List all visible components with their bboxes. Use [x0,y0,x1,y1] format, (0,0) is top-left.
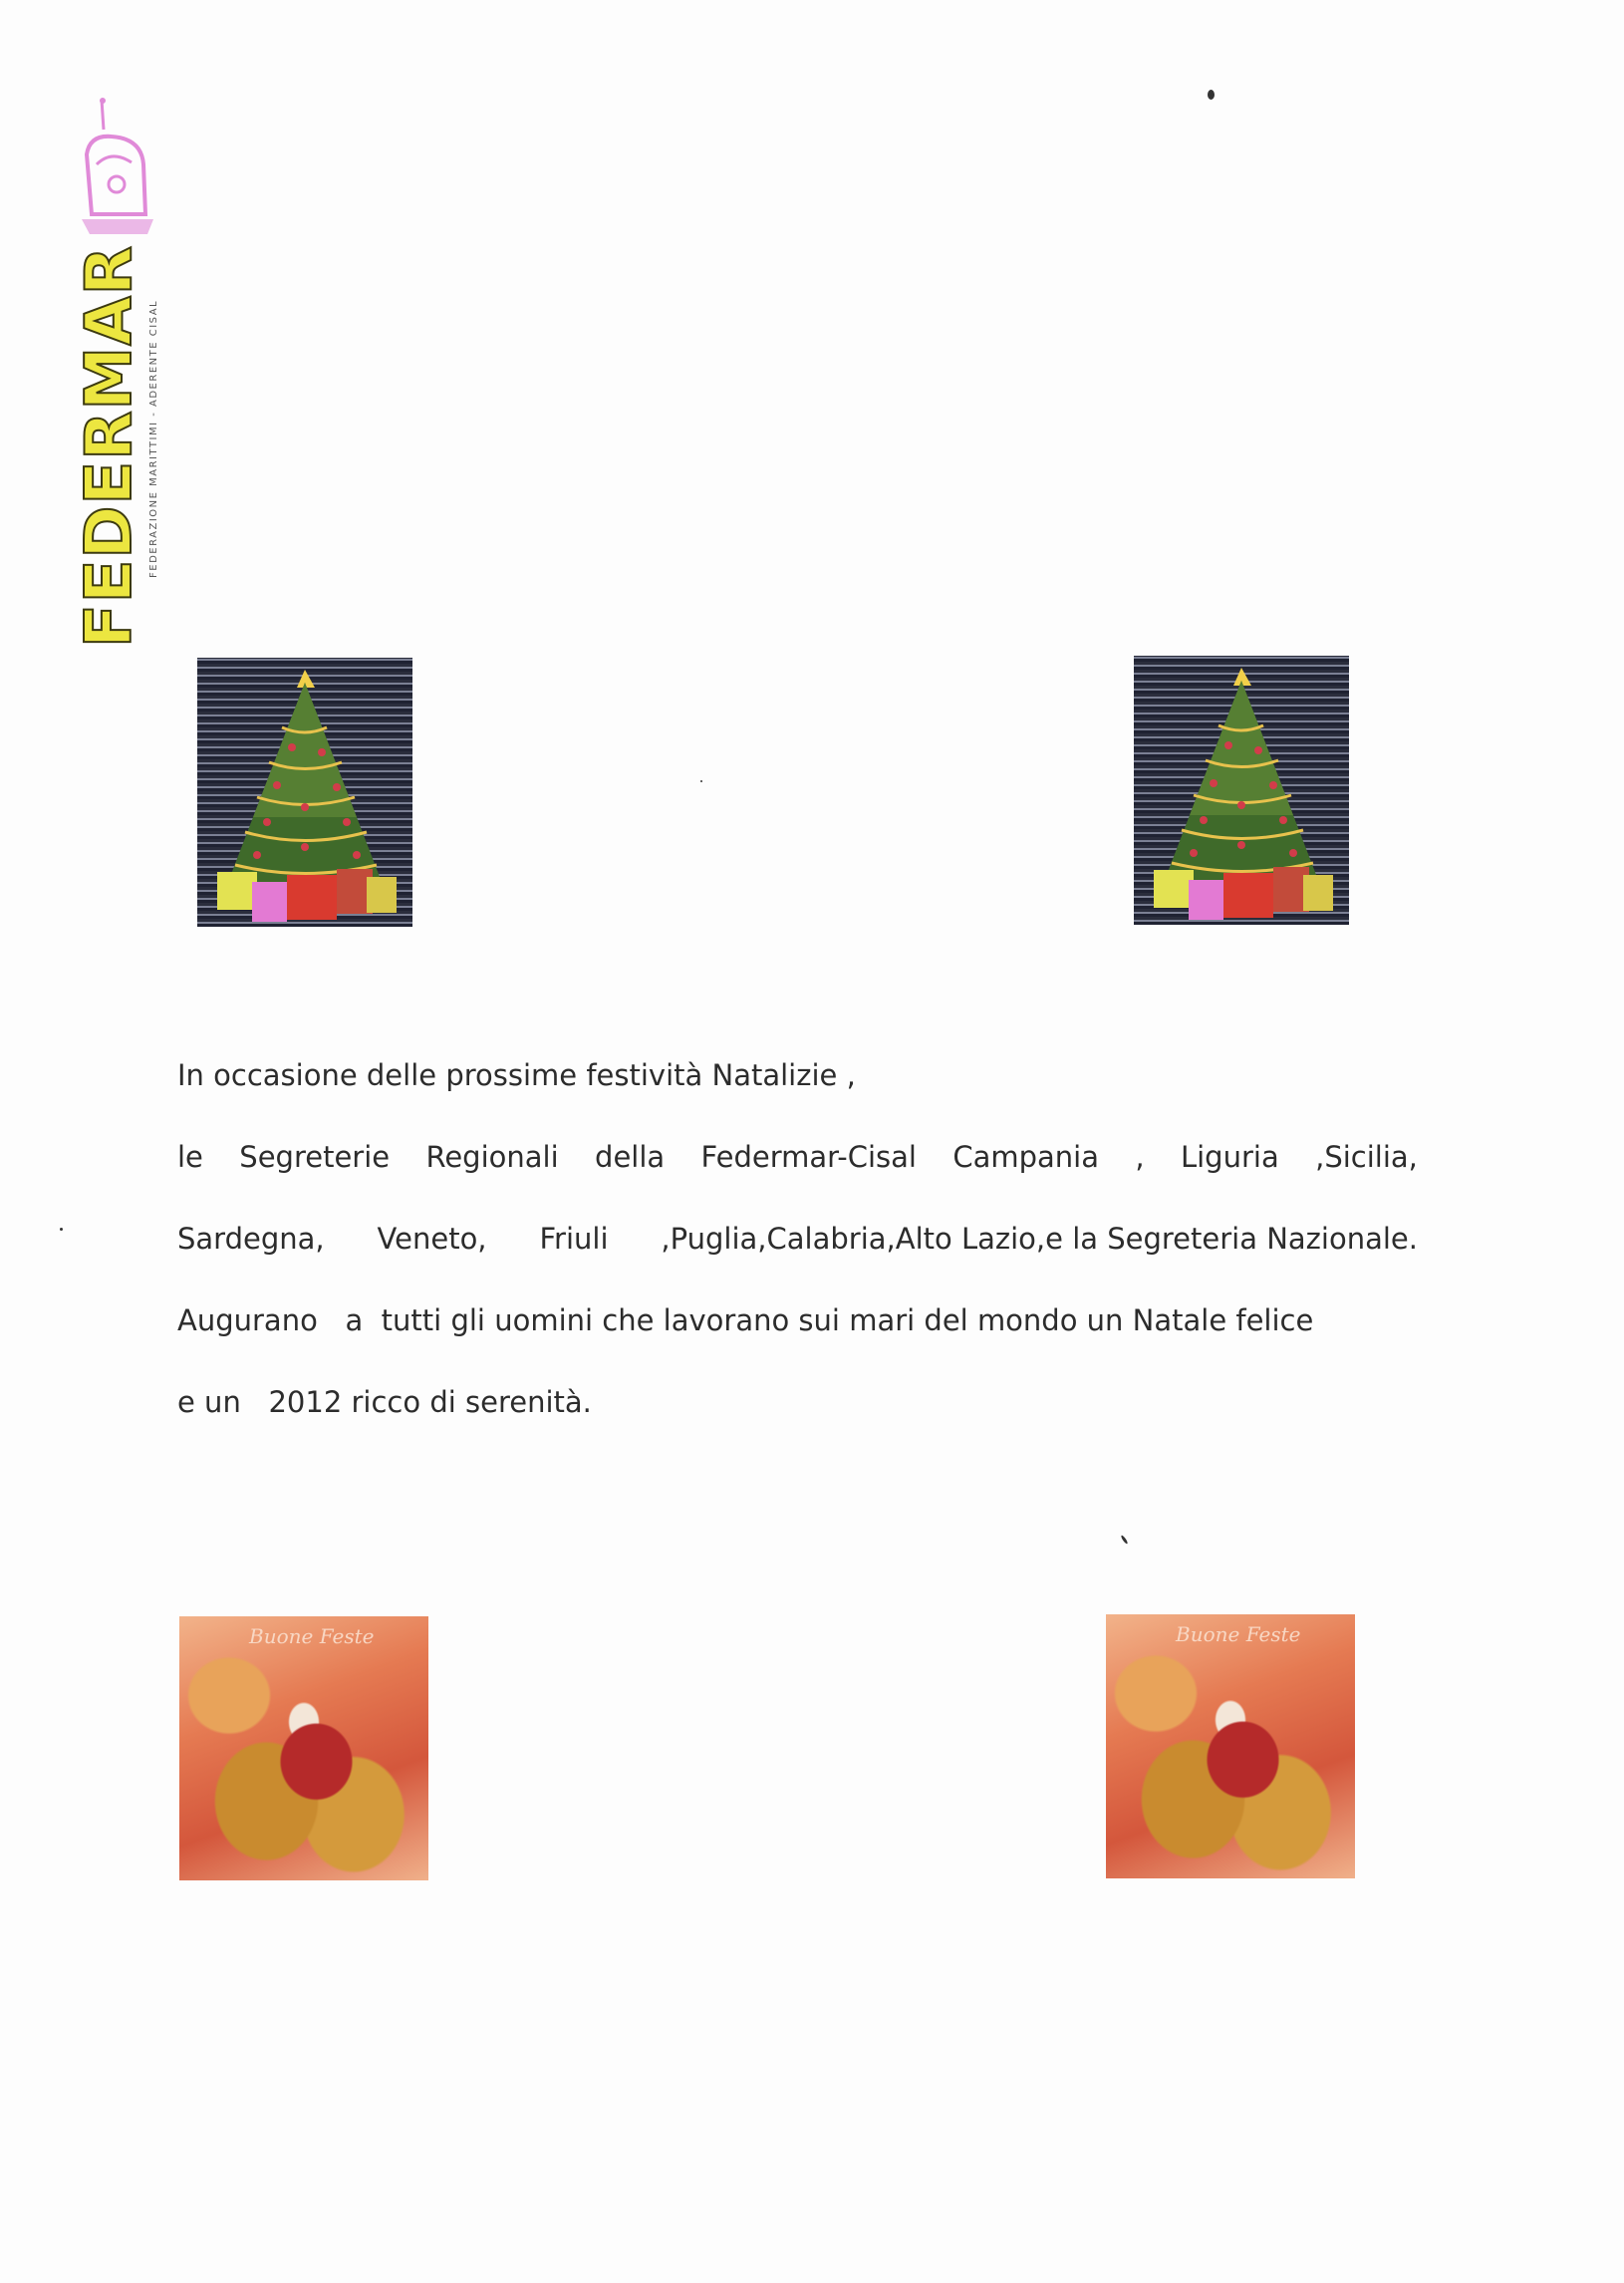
scan-speck [60,1228,63,1231]
message-word: Veneto, [377,1222,487,1256]
message-word: ,Sicilia, [1315,1140,1418,1174]
federmar-logo-word: FEDERMAR [73,244,146,648]
message-line-4: Augurano a tutti gli uomini che lavorano sui mari del mondo un Natale felice [177,1303,1314,1337]
message-word: Segreterie [239,1140,391,1174]
message-word: ,Puglia,Calabria,Alto Lazio,e la Segreteria Nazionale. [661,1222,1418,1256]
message-word: le [177,1140,203,1174]
christmas-tree-image-left [197,658,412,927]
message-line-2 [177,1116,1418,1198]
christmas-tree-image-right [1134,656,1349,925]
message-word: Friuli [539,1222,609,1256]
greeting-message [177,1034,1418,1443]
scan-speck [1120,1535,1128,1545]
message-line-5: e un 2012 ricco di serenità. [177,1385,592,1419]
message-word: Campania [952,1140,1099,1174]
scan-speck [1208,90,1215,100]
message-word: della [595,1140,666,1174]
message-word: , [1135,1140,1145,1174]
santa-sleigh-image-left [179,1616,428,1880]
santa-image-caption: Buone Feste [1176,1622,1301,1646]
message-line-3 [177,1198,1418,1280]
scan-speck [700,780,702,782]
santa-sleigh-image-right [1106,1614,1355,1878]
message-word: Federmar-Cisal [700,1140,917,1174]
ship-logo-icon [72,95,161,244]
message-word: Liguria [1180,1140,1279,1174]
federmar-logo-subtitle: FEDERAZIONE MARITTIMI - ADERENTE CISAL [148,299,159,578]
message-word: Regionali [425,1140,559,1174]
message-word: Sardegna, [177,1222,325,1256]
message-line-1: In occasione delle prossime festività Natalizie , [177,1058,856,1092]
santa-image-caption: Buone Feste [249,1624,375,1648]
